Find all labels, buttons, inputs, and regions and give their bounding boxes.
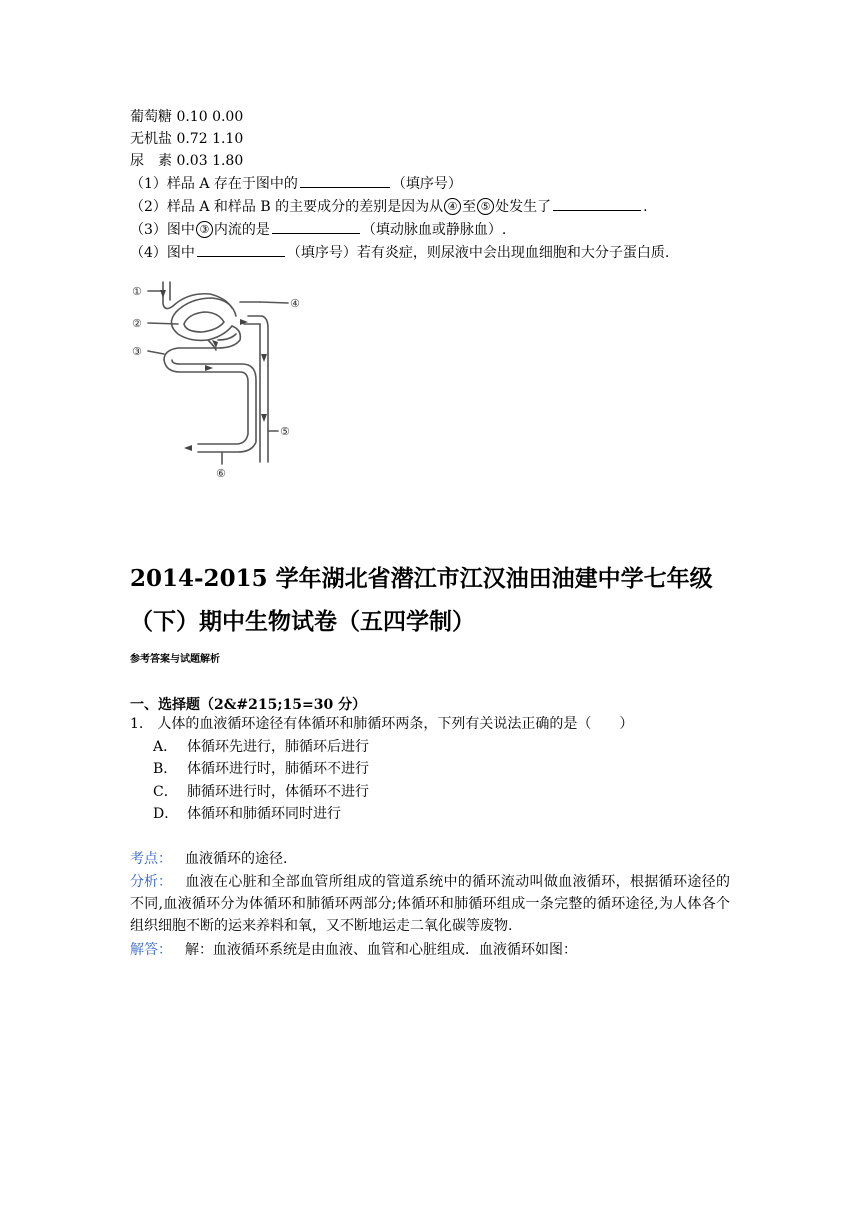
label-6: ⑥ bbox=[216, 467, 226, 480]
option-d: D． 体循环和肺循环同时进行 bbox=[153, 806, 341, 822]
section-heading: 一、选择题（2&#215;15=30 分） bbox=[130, 697, 367, 713]
label-3: ③ bbox=[132, 345, 142, 358]
kaodian-row: 考点： 血液循环的途径. bbox=[130, 851, 288, 867]
circled-number: ③ bbox=[196, 221, 213, 238]
answer-blank bbox=[197, 242, 285, 257]
fenxi-paragraph: 分析： 血液在心脏和全部血管所组成的管道系统中的循环流动叫做血液循环，根据循环途径的不同,血液循环分为体循环和肺循环两部分;体循环和肺循环组成一条完整的循环途径,为人体各个组织细胞不断的运来养料和氧，又不断地运走二氧化碳等废物. bbox=[130, 874, 730, 934]
answer-blank bbox=[553, 196, 641, 211]
option-c: C． 肺循环进行时，体循环不进行 bbox=[153, 784, 369, 800]
question-3: （3）图中 ③ 内流的是 （填动脉血或静脉血）. bbox=[130, 219, 506, 240]
answer-blank bbox=[300, 173, 390, 188]
page-title-line2: （下）期中生物试卷（五四学制） bbox=[130, 608, 475, 635]
question-2: （2）样品 A 和样品 B 的主要成分的差别是因为从 ④ 至 ⑤ 处发生了 . bbox=[130, 196, 648, 217]
option-b: B． 体循环进行时，肺循环不进行 bbox=[153, 761, 369, 777]
table-row-urea: 尿 素 0.03 1.80 bbox=[130, 153, 244, 169]
option-a: A． 体循环先进行，肺循环后进行 bbox=[153, 739, 369, 755]
question-4: （4）图中 （填序号）若有炎症，则尿液中会出现血细胞和大分子蛋白质. bbox=[130, 242, 669, 263]
question-1: （1）样品 A 存在于图中的 （填序号） bbox=[130, 173, 462, 194]
question-stem: 1. 人体的血液循环途径有体循环和肺循环两条，下列有关说法正确的是（ ） bbox=[130, 716, 634, 732]
label-2: ② bbox=[132, 317, 142, 330]
nephron-diagram bbox=[128, 276, 318, 486]
subtitle: 参考答案与试题解析 bbox=[130, 654, 220, 665]
table-row-salt: 无机盐 0.72 1.10 bbox=[130, 131, 244, 147]
label-1: ① bbox=[132, 285, 142, 298]
circled-number: ④ bbox=[444, 198, 461, 215]
table-row-glucose: 葡萄糖 0.10 0.00 bbox=[130, 109, 244, 125]
answer-blank bbox=[272, 219, 360, 234]
label-5: ⑤ bbox=[280, 425, 290, 438]
label-4: ④ bbox=[290, 297, 300, 310]
circled-number: ⑤ bbox=[477, 198, 494, 215]
page-title-line1: 2014-2015 学年湖北省潜江市江汉油田油建中学七年级 bbox=[130, 565, 713, 592]
jieda-row: 解答： 解：血液循环系统是由血液、血管和心脏组成．血液循环如图： bbox=[130, 942, 577, 958]
